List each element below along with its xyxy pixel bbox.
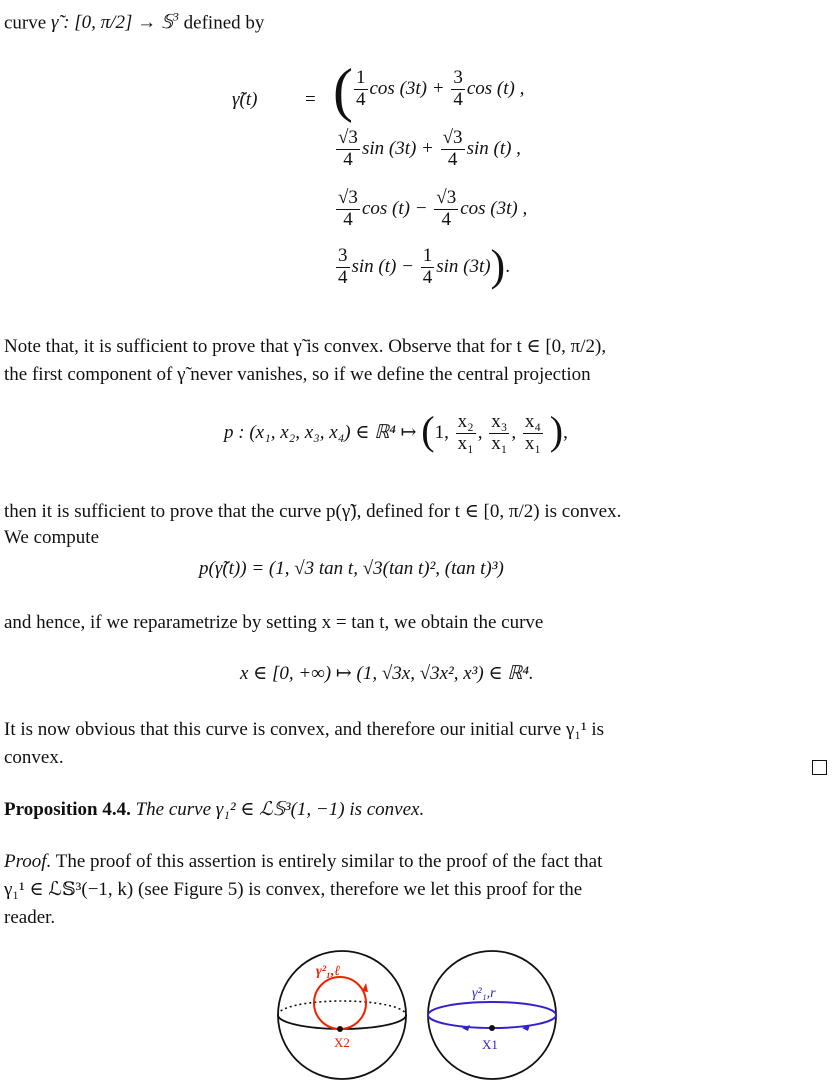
intro-prefix: curve [4,12,47,34]
left-paren: ( [333,57,353,123]
curve-equation: x ∈ [0, +∞) ↦ (1, √3x, √3x², x³) ∈ ℝ⁴. [240,663,534,684]
projection-equation: p : (x₁, x₂, x₃, x₄) ∈ ℝ⁴ ↦ (1, $\frac{\text{x₂}}{\text{x₁}}$ , $\frac{\text{x₃}}{\text{x₁}}$ , $\frac{\text{x₄}}{\text{x₁}}$ ), [224,407,568,454]
paragraph-4-line-2: convex. [4,747,64,768]
paragraph-2-line-1: then it is sufficient to prove that the curve p(γ̃), defined for t ∈ [0, π/2) is convex. [4,501,622,522]
proof-line-2: γ₁¹ ∈ ℒ𝕊³(−1, k) (see Figure 5) is convex, therefore we let this proof for the [4,879,583,900]
proposition-text: The curve γ₁² ∈ ℒ𝕊³(1, −1) is convex. [135,799,425,820]
paragraph-1-line-1: Note that, it is sufficient to prove that γ̃ is convex. Observe that for t ∈ [0, π/2), [4,336,607,357]
gamma-row-1: $\frac{1}{4}$ cos (3t) + $\frac{3}{4}$ cos (t) , [356,67,525,110]
proof-text-1: The proof of this assertion is entirely similar to the proof of the fact that [55,851,603,872]
proof-label: Proof. [4,851,52,872]
right-point-label: X1 [482,1037,498,1052]
qed-box [812,760,827,775]
left-sphere [278,951,406,1079]
proof-line-1 [4,848,830,875]
left-loop [314,977,366,1029]
paragraph-1-line-2: the first component of γ̃ never vanishes, so if we define the central projection [4,364,591,385]
gamma-lhs: γ̃(t) [232,89,258,110]
paragraph-3-line-1: and hence, if we reparametrize by setting x = tan t, we obtain the curve [4,612,544,633]
left-curve-label: γ²₁,ℓ [316,964,341,979]
right-sphere [428,951,556,1079]
proposition-label: Proposition 4.4. [4,799,131,820]
gamma-eq: = [305,89,316,110]
gamma-row-3: $\frac{√3}{4}$ cos (t) − $\frac{√3}{4}$ cos (3t) , [338,187,528,230]
intro-suffix: defined by [183,12,265,34]
left-point-label: X2 [334,1035,350,1050]
paragraph-2-line-2: We compute [4,527,100,548]
paragraph-4-line-1: It is now obvious that this curve is convex, and therefore our initial curve γ₁¹ is [4,719,605,740]
right-equator [428,1002,556,1028]
compute-equation: p(γ̃(t)) = (1, √3 tan t, √3(tan t)², (tan t)³) [199,558,504,579]
intro-line: curve γ̃ : [0, π/2] → 𝕊$^3$ defined by [4,10,265,34]
proposition-4-4 [4,796,830,823]
right-curve-label: γ²₁,r [472,986,496,1001]
proof-line-3: reader. [4,907,56,928]
gamma-row-2: $\frac{√3}{4}$ sin (3t) + $\frac{√3}{4}$ sin (t) , [338,127,521,170]
gamma-row-4: $\frac{3}{4}$ sin (t) − $\frac{1}{4}$ sin (3t)). [338,240,510,290]
figure-spheres [270,945,570,1080]
